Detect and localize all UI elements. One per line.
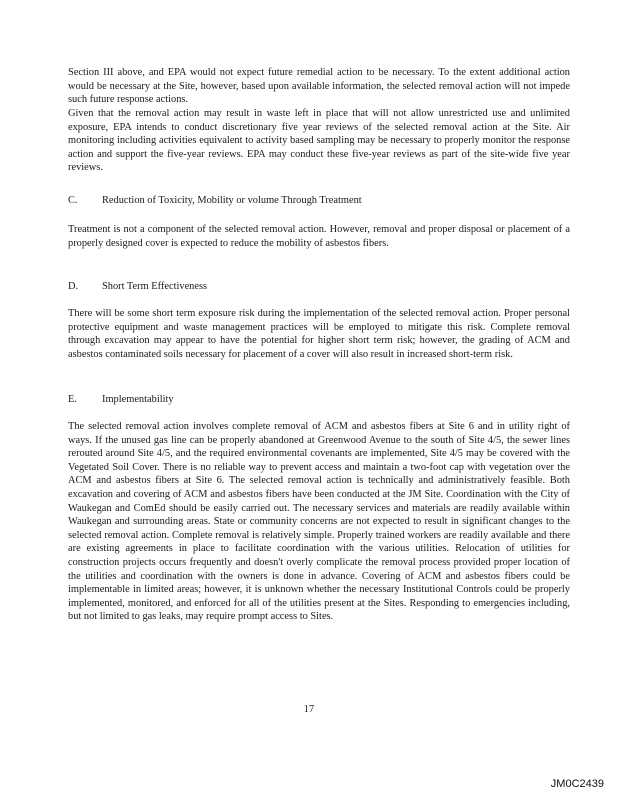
section-letter-c: C. — [68, 195, 78, 206]
section-title-c: Reduction of Toxicity, Mobility or volume Through Treatment — [102, 195, 362, 206]
section-title-e: Implementability — [102, 394, 174, 405]
paragraph-implementability: The selected removal action involves complete removal of ACM and asbestos fibers at Site 6 and in utility right of ways. If the unused gas line can be properly abandoned at Greenwood Avenue to the south of Site 4/5, the sewer lines rerouted around Site 4/5, and the required environmental covenants are implemented, Site 4/5 may be covered with the Vegetated Soil Cover. There is no reliable way to prevent access and maintain a two-foot cap with vegetation over the ACM and asbestos fibers at Site 6. The selected removal action is technically and administratively feasible. Both excavation and covering of ACM and asbestos fibers have been conducted at the JM Site. Coordination with the City of Waukegan and ComEd should be easily carried out. The necessary services and materials are readily available within Waukegan and surrounding areas. State or community concerns are not expected to result in significant changes to the selected removal action. Complete removal is relatively simple. Properly trained workers are readily available and there are existing agreements in place to facilitate coordination with the various utilities. Relocation of utilities for construction projects occurs frequently and doesn't overly complicate the removal process provided proper location of the utilities and coordination with the owners is done in advance. Covering of ACM and asbestos fibers could be implementable in limited areas; however, it is unknown whether the necessary Institutional Controls could be properly implemented, monitored, and enforced for all of the utilities present at the Sites. Responding to emergencies including, but not limited to gas leaks, may require prompt access to Sites. — [68, 421, 570, 623]
page-number: 17 — [303, 704, 315, 715]
paragraph-five-year-reviews-intro: Section III above, and EPA would not expect future remedial action to be necessary. To the extent additional action would be necessary at the Site, however, based upon available information, the selected removal action will not impede such future response actions. — [68, 67, 570, 106]
paragraph-five-year-reviews: Given that the removal action may result in waste left in place that will not allow unrestricted use and unlimited exposure, EPA intends to conduct discretionary five year reviews of the selected removal action at the Site. Air monitoring including activities equivalent to activity based sampling may be necessary to properly monitor the response action and support the five-year reviews. EPA may conduct these five-year reviews as part of the site-wide five year reviews. — [68, 108, 570, 174]
section-letter-d: D. — [68, 281, 79, 292]
section-heading-d — [68, 280, 207, 294]
section-letter-e: E. — [68, 394, 77, 405]
section-heading-c — [68, 194, 362, 208]
section-heading-e — [68, 393, 174, 407]
section-title-d: Short Term Effectiveness — [102, 281, 208, 292]
paragraph-short-term-effectiveness: There will be some short term exposure risk during the implementation of the selected removal action. Proper personal protective equipment and waste management practices will be employed to mitigate this risk. Complete removal through excavation may appear to have the potential for higher short term risk; however, the grading of ACM and asbestos contaminated soils necessary for placement of a cover will also result in increased short-term risk. — [68, 308, 570, 360]
document-id: JM0C2439 — [550, 778, 604, 790]
paragraph-reduction-of-toxicity: Treatment is not a component of the selected removal action. However, removal and proper disposal or placement of a properly designed cover is expected to reduce the mobility of asbestos fibers. — [68, 224, 570, 249]
